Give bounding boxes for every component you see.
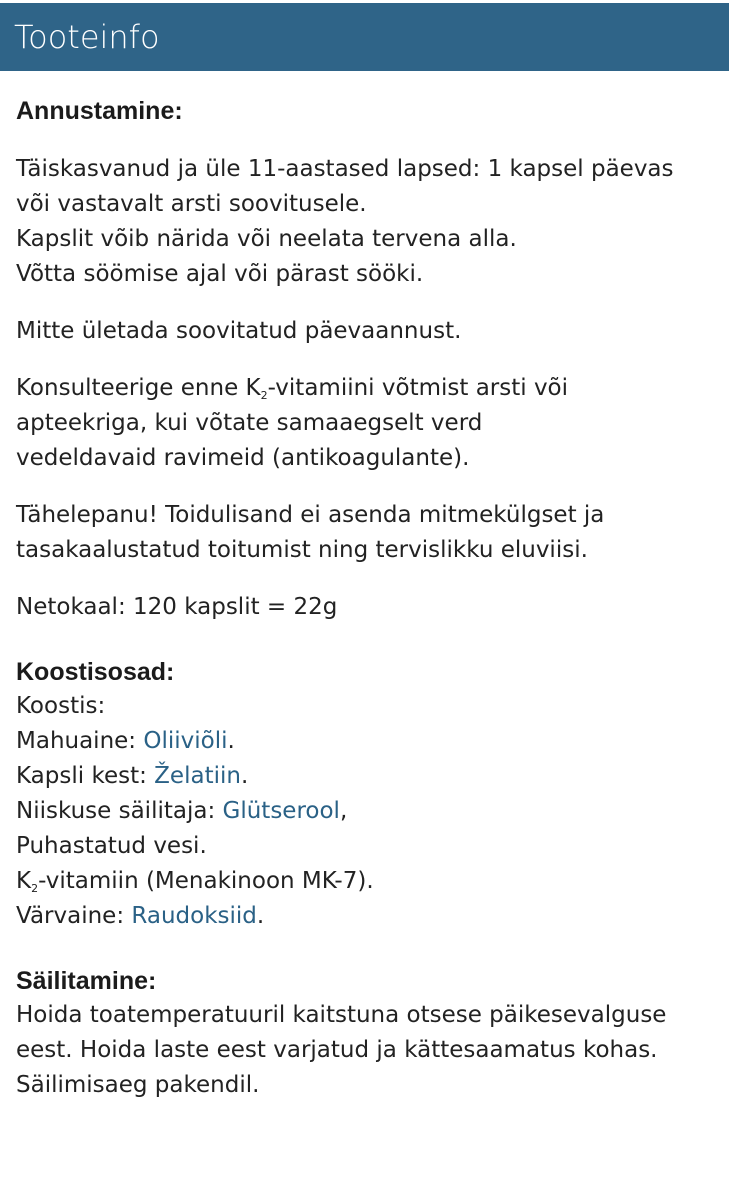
ingredient-label: Kapsli kest: — [16, 763, 155, 789]
ingredient-water: Puhastatud vesi. — [16, 833, 207, 859]
dosage-line: Võtta söömise ajal või pärast sööki. — [16, 261, 424, 287]
warning-line: vedeldavaid ravimeid (antikoagulante). — [16, 445, 470, 471]
ingredient-text: K — [16, 868, 32, 894]
storage-heading: Säilitamine: — [16, 967, 157, 995]
storage-line: Säilimisaeg pakendil. — [16, 1072, 260, 1098]
ingredients-list — [16, 689, 722, 934]
warning-text: -vitamiini võtmist arsti või — [267, 375, 569, 401]
ingredient-shell — [16, 759, 722, 794]
ingredient-colorant — [16, 899, 722, 934]
anticoagulant-warning — [16, 371, 722, 476]
page-title: Tooteinfo — [14, 18, 160, 56]
ingredient-humectant — [16, 794, 722, 829]
punctuation: . — [256, 903, 265, 929]
punctuation: , — [339, 798, 348, 824]
storage-instructions — [16, 998, 722, 1103]
punctuation: . — [227, 728, 235, 754]
dosage-line: Täiskasvanud ja üle 11-aastased lapsed: 1 kapsel päevas — [16, 156, 674, 182]
dosage-line: või vastavalt arsti soovitusele. — [16, 191, 367, 217]
storage-line: eest. Hoida laste eest varjatud ja kättesaamatus kohas. — [16, 1037, 658, 1063]
ingredient-text: -vitamiin (Menakinoon MK-7). — [38, 868, 374, 894]
warning-line — [16, 371, 722, 406]
storage-line: Hoida toatemperatuuril kaitstuna otsese päikesevalguse — [16, 1002, 667, 1028]
ingredient-vitamin — [16, 864, 722, 899]
iron-oxide-link[interactable]: Raudoksiid — [131, 903, 257, 929]
net-weight: Netokaal: 120 kapslit = 22g — [16, 594, 338, 620]
olive-oil-link[interactable]: Oliiviõli — [143, 728, 228, 754]
ingredients-heading: Koostisosad: — [16, 658, 175, 686]
product-info-content — [16, 94, 722, 1103]
gelatin-link[interactable]: Želatiin — [154, 763, 241, 789]
ingredient-label: Niiskuse säilitaja: — [16, 798, 223, 824]
notice-line: Tähelepanu! Toidulisand ei asenda mitmekülgset ja — [16, 502, 605, 528]
subscript-2: 2 — [31, 882, 39, 895]
warning-line: apteekriga, kui võtate samaaegselt verd — [16, 410, 483, 436]
ingredients-intro: Koostis: — [16, 693, 106, 719]
subscript-2: 2 — [260, 389, 268, 402]
ingredient-label: Värvaine: — [16, 903, 132, 929]
page-header — [0, 3, 729, 71]
ingredient-label: Mahuaine: — [16, 728, 144, 754]
warning-text: Konsulteerige enne K — [16, 375, 261, 401]
dosage-limit-text: Mitte ületada soovitatud päevaannust. — [16, 318, 462, 344]
glycerol-link[interactable]: Glütserool — [222, 798, 340, 824]
punctuation: . — [240, 763, 249, 789]
ingredient-filler — [16, 724, 722, 759]
dosage-heading: Annustamine: — [16, 97, 183, 125]
supplement-notice — [16, 498, 722, 568]
dosage-line: Kapslit võib närida või neelata tervena alla. — [16, 226, 517, 252]
notice-line: tasakaalustatud toitumist ning tervislikku eluviisi. — [16, 537, 588, 563]
dosage-instructions — [16, 152, 722, 292]
